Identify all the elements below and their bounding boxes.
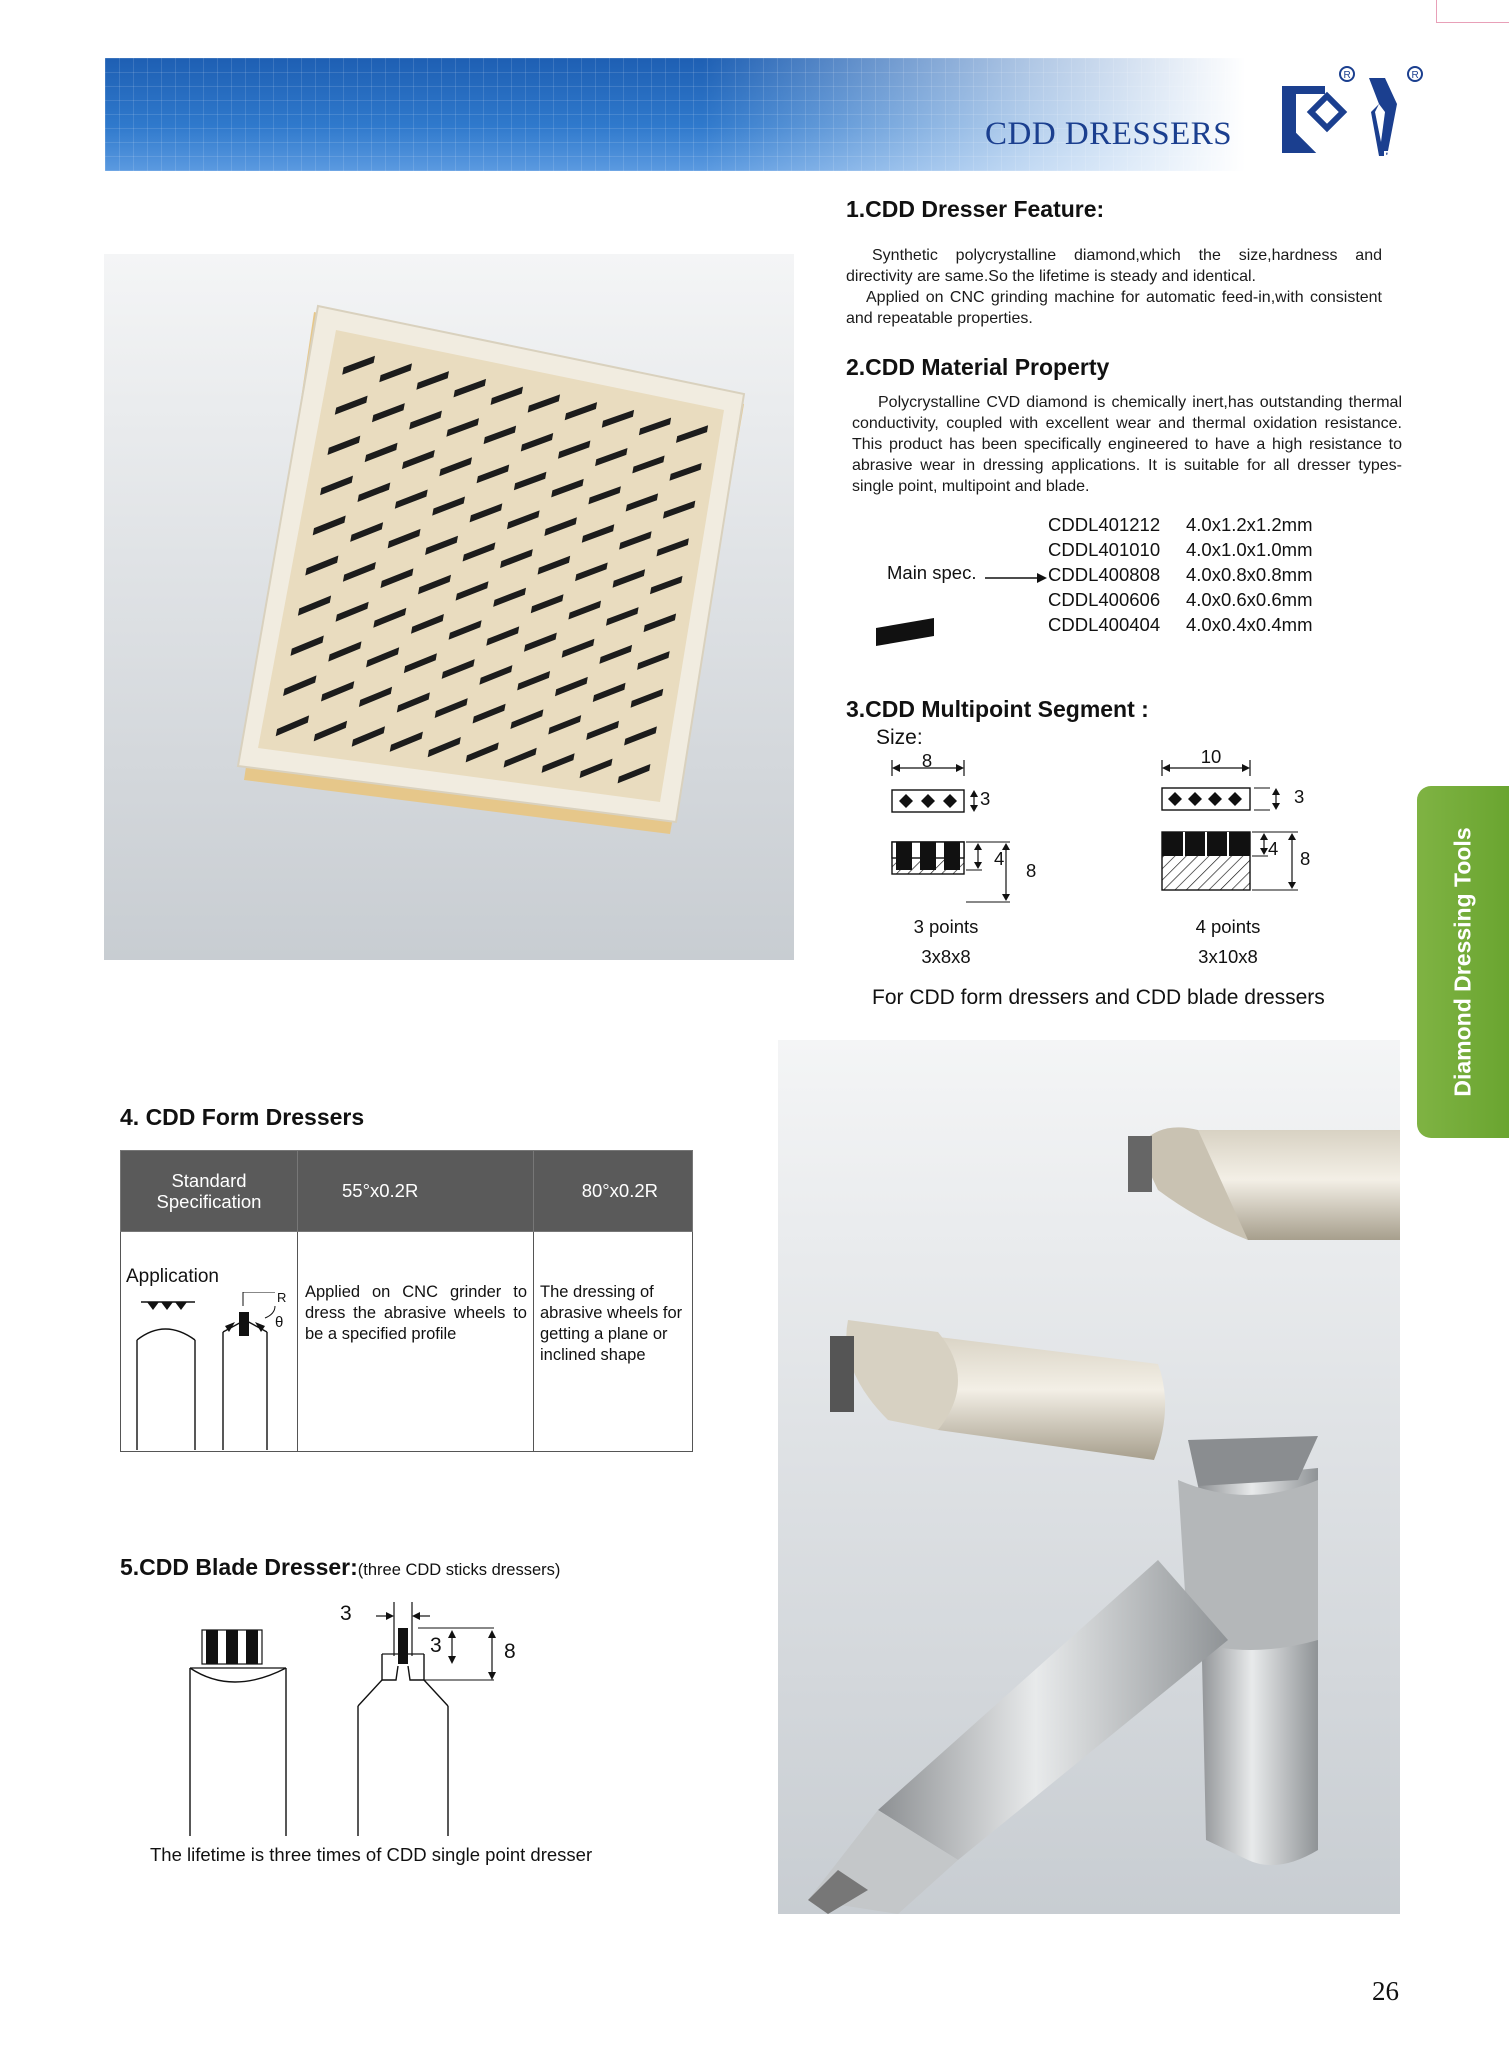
section5-title [120,1554,560,1581]
segment-3points-diagram [886,748,1046,908]
cdd-dressers-photo [778,1040,1400,1914]
blade-height-label: 8 [504,1640,516,1663]
seg1-dims-label: 3x8x8 [921,946,971,967]
crop-mark [1436,22,1509,23]
section1-heading: 1.CDD Dresser Feature: [846,196,1105,222]
section5-subheading: (three CDD sticks dressers) [357,1561,561,1579]
svg-text:R: R [1411,70,1419,81]
application-label: Application [126,1266,219,1287]
seg1-total-height-label: 8 [1026,860,1037,881]
seg1-points-label: 3 points [913,916,979,937]
size-label: Size: [876,726,923,749]
spec-row: CDDL400808 4.0x0.8x0.8mm [1048,564,1313,585]
table-header-spec: Standard Specification [121,1151,298,1232]
seg1-width-label: 8 [921,750,933,771]
spec-list [1048,512,1312,637]
section1-paragraph2: Applied on CNC grinding machine for automatic feed-in,with consistent and repeatable properties. [846,289,1382,327]
seg2-width-label: 10 [1200,746,1222,767]
table-cell-55-desc: Applied on CNC grinder to dress the abrasive wheels to be a specified profile [298,1232,534,1452]
segment-footer: For CDD form dressers and CDD blade dressers [872,986,1325,1009]
cdd-plate-image [104,254,794,960]
blade-dresser-diagram [176,1596,546,1836]
header-banner [105,58,1431,171]
crop-mark [1436,0,1437,22]
dressers-image [778,1040,1400,1914]
section4-heading: 4. CDD Form Dressers [120,1104,365,1130]
spec-row: CDDL400404 4.0x0.4x0.4mm [1048,614,1313,635]
spec-row: CDDL400606 4.0x0.6x0.6mm [1048,589,1313,610]
svg-text:R: R [1343,70,1351,81]
section1-paragraph1: Synthetic polycrystalline diamond,which the size,hardness and directivity are same.So the lifetime is steady and identical. [846,247,1382,285]
spec-row: CDDL401010 4.0x1.0x1.0mm [1048,539,1313,560]
blade-stick-label: 3 [430,1634,442,1657]
section3-heading: 3.CDD Multipoint Segment : [846,696,1149,722]
table-cell-80-desc: The dressing of abrasive wheels for getting a plane or inclined shape [534,1232,693,1452]
seg1-inner-height-label: 4 [994,848,1005,869]
cdd-stick-icon [872,614,938,650]
side-tab-label: Diamond Dressing Tools [1449,827,1476,1097]
main-spec-label: Main spec. [887,562,977,583]
seg1-top-height-label: 3 [980,788,991,809]
form-dressers-table [120,1150,693,1452]
page-number: 26 [1372,1976,1399,2006]
theta-label: θ [275,1314,284,1331]
table-header-55: 55°x0.2R [298,1151,534,1232]
section2-paragraph: Polycrystalline CVD diamond is chemically inert,has outstanding thermal conductivity, coupled with excellent wear and thermal oxidation resistance. This product has been specifically engineered to have a high resistance to abrasive wear in dressing applications. It is suitable for all dresser types-single point, multipoint and blade. [852,394,1402,495]
seg2-total-height-label: 8 [1300,848,1311,869]
section2-heading: 2.CDD Material Property [846,354,1110,380]
cdd-plate-photo [104,254,794,960]
page-title: CDD DRESSERS [985,116,1233,152]
spec-row: CDDL401212 4.0x1.2x1.2mm [1048,514,1313,535]
seg2-points-label: 4 points [1195,916,1261,937]
application-diagram [125,1292,295,1452]
side-tab [1417,786,1509,1138]
arrow-right-icon [985,570,1047,586]
r-label: R [277,1290,287,1305]
seg2-inner-height-label: 4 [1268,838,1279,859]
seg2-top-height-label: 3 [1294,786,1305,807]
table-cell-application [121,1232,298,1452]
segment-4points-diagram [1158,748,1318,908]
logo-text: BEST [1383,148,1424,165]
section5-heading: 5.CDD Blade Dresser: [120,1554,358,1580]
table-header-80: 80°x0.2R [534,1151,693,1232]
blade-footer: The lifetime is three times of CDD single point dresser [150,1844,593,1865]
seg2-dims-label: 3x10x8 [1198,946,1258,967]
blade-width-label: 3 [340,1602,352,1625]
